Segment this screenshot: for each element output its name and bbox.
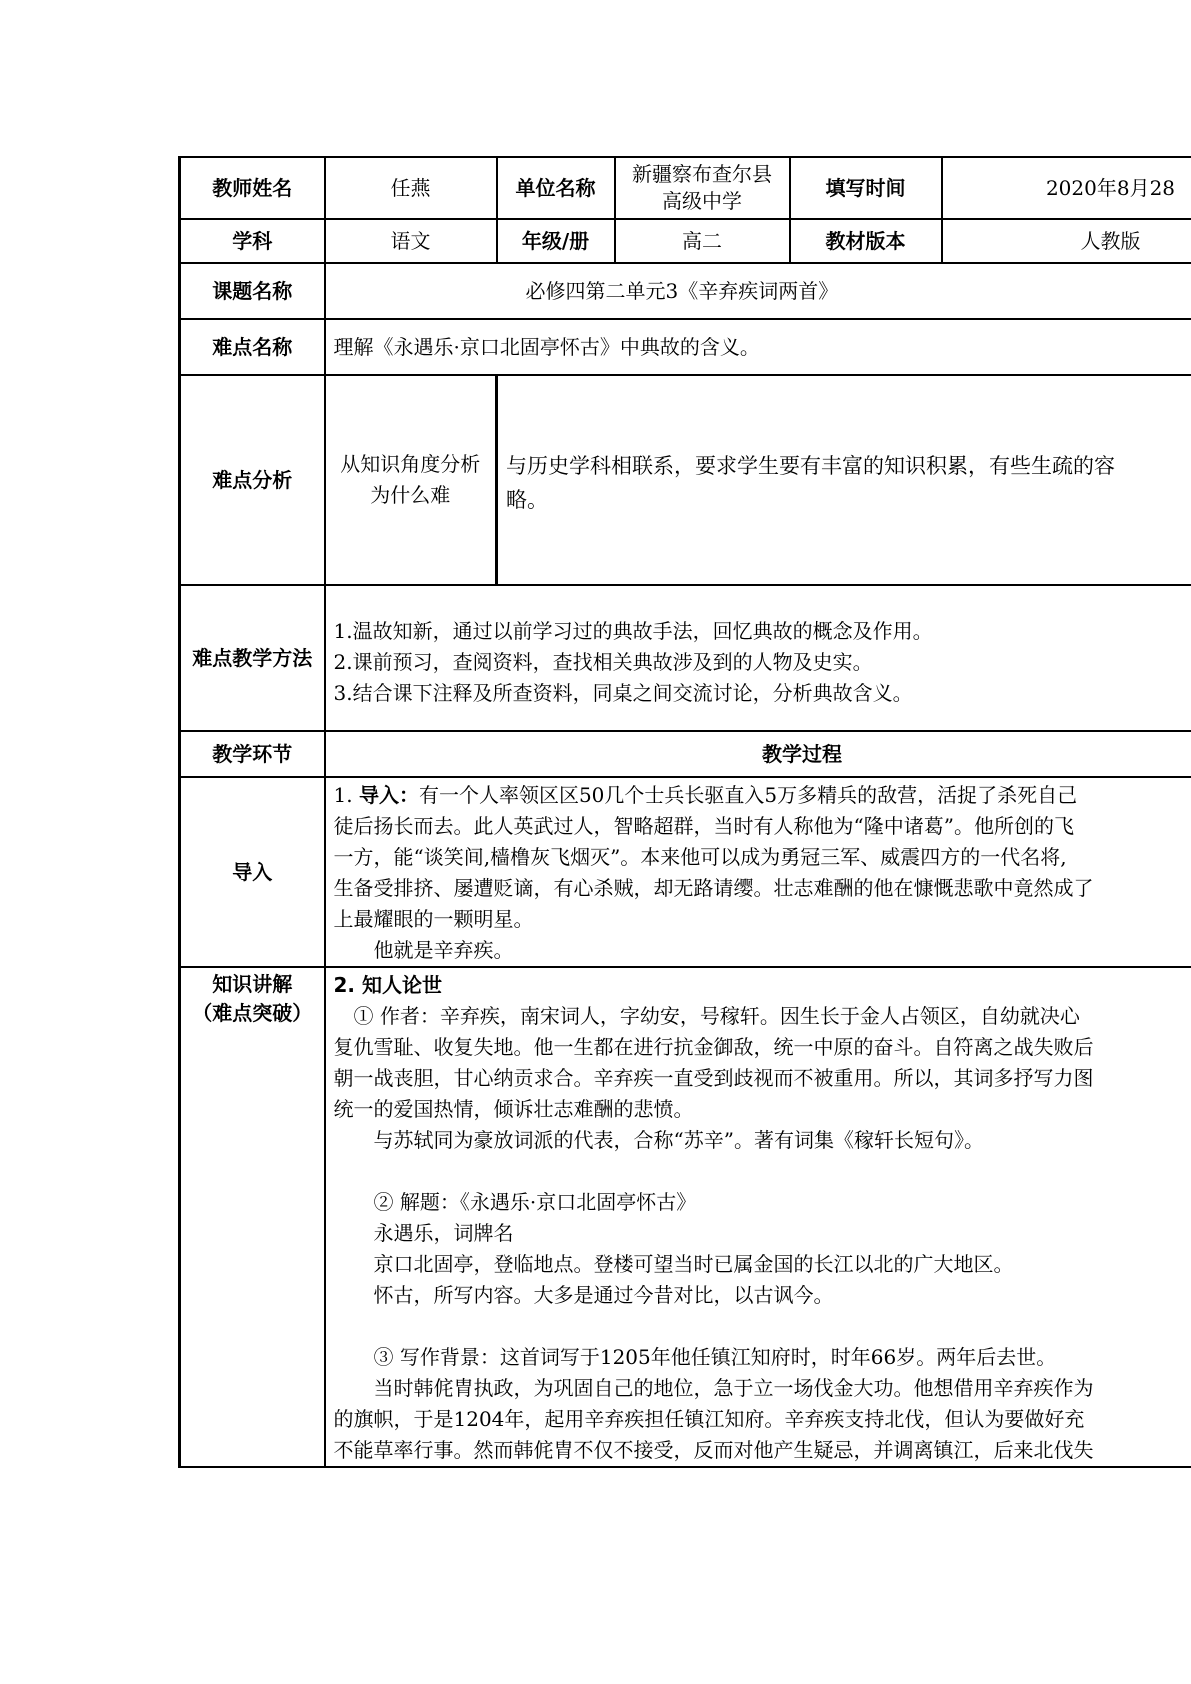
author-closing: 与苏轼同为豪放词派的代表，合称“苏辛”。著有词集《稼轩长短句》。	[373, 1128, 984, 1152]
analysis-sub-label-line2: 为什么难	[370, 483, 451, 507]
lesson-plan-sheet	[178, 156, 1191, 1496]
knowledge-content	[325, 967, 1191, 1467]
knowledge-label	[180, 967, 325, 1467]
analysis-label: 难点分析	[180, 375, 325, 585]
difficulty-value: 理解《永遇乐·京口北固亭怀古》中典故的含义。	[325, 319, 1191, 375]
analysis-sub-label-line1: 从知识角度分析	[340, 452, 481, 476]
knowledge-label-line1: 知识讲解	[212, 972, 293, 996]
spacer	[334, 1311, 1191, 1342]
intro-line-5: 上最耀眼的一颗明星。	[333, 907, 534, 931]
date-value: 2020年8月28	[942, 157, 1191, 219]
background-line-3: 的旗帜，于是1204年，起用辛弃疾担任镇江知府。辛弃疾支持北伐，但认为要做好充	[333, 1407, 1085, 1431]
title-line-3: 京口北固亭，登临地点。登楼可望当时已属金国的长江以北的广大地区。	[373, 1252, 1014, 1276]
method-item-2: 2.课前预习，查阅资料，查找相关典故涉及到的人物及史实。	[333, 649, 873, 674]
intro-closing: 他就是辛弃疾。	[373, 938, 514, 962]
method-item-3: 3.结合课下注释及所查资料，同桌之间交流讨论，分析典故含义。	[333, 680, 913, 705]
topic-value	[325, 263, 1191, 319]
knowledge-label-line2: （难点突破）	[192, 1001, 313, 1025]
grade-value: 高二	[615, 219, 790, 263]
intro-line-3: 一方，能“谈笑间,樯橹灰飞烟灭”。本来他可以成为勇冠三军、威震四方的一代名将,	[333, 845, 1067, 869]
methods-label: 难点教学方法	[180, 585, 325, 731]
intro-bold-label: 导入：	[358, 783, 419, 807]
unit-value-line1: 新疆察布查尔县	[632, 162, 772, 186]
analysis-text	[497, 375, 1191, 585]
intro-line1-text: 有一个人率领区区50几个士兵长驱直入5万多精兵的敌营，活捉了杀死自己	[418, 783, 1078, 807]
subject-value: 语文	[325, 219, 497, 263]
process-header-value: 教学过程	[325, 731, 1191, 777]
topic-label: 课题名称	[180, 263, 325, 319]
author-line-4: 统一的爱国热情，倾诉壮志难酬的悲愤。	[333, 1097, 694, 1121]
difficulty-label: 难点名称	[180, 319, 325, 375]
intro-label: 导入	[180, 777, 325, 967]
body-table	[178, 262, 1191, 1468]
unit-value	[615, 157, 790, 219]
unit-value-line2: 高级中学	[662, 189, 742, 213]
intro-line-4: 生备受排挤、屡遭贬谪，有心杀贼，却无路请缨。壮志难酬的他在慷慨悲歌中竟然成了	[333, 876, 1094, 900]
process-header-label: 教学环节	[180, 731, 325, 777]
author-line-1: ① 作者：辛弃疾，南宋词人，字幼安，号稼轩。因生长于金人占领区，自幼就决心	[353, 1004, 1080, 1028]
title-line-4: 怀古，所写内容。大多是通过今昔对比，以古讽今。	[373, 1283, 834, 1307]
intro-line-1	[334, 780, 1191, 811]
methods-list	[325, 585, 1191, 731]
intro-line-2: 徒后扬长而去。此人英武过人，智略超群，当时有人称他为“隆中诸葛”。他所创的飞	[333, 814, 1074, 838]
unit-label: 单位名称	[497, 157, 615, 219]
title-line-1: ② 解题：《永遇乐·京口北固亭怀古》	[373, 1190, 697, 1214]
analysis-sub-label	[325, 375, 497, 585]
author-line-2: 复仇雪耻、收复失地。他一生都在进行抗金御敌，统一中原的奋斗。自符离之战失败后	[333, 1035, 1094, 1059]
background-line-4: 不能草率行事。然而韩侂胄不仅不接受，反而对他产生疑忌，并调离镇江，后来北伐失	[333, 1438, 1094, 1462]
intro-content	[325, 777, 1191, 967]
date-label: 填写时间	[790, 157, 942, 219]
teacher-label: 教师姓名	[180, 157, 325, 219]
analysis-text-line1: 与历史学科相联系，要求学生要有丰富的知识积累，有些生疏的容	[506, 454, 1115, 478]
title-line-2: 永遇乐，词牌名	[373, 1221, 514, 1245]
teacher-value: 任燕	[325, 157, 497, 219]
author-line-3: 朝一战丧胆，甘心纳贡求合。辛弃疾一直受到歧视而不被重用。所以，其词多抒写力图	[333, 1066, 1094, 1090]
intro-prefix: 1.	[333, 783, 359, 807]
grade-label: 年级/册	[497, 219, 615, 263]
analysis-text-line2: 略。	[506, 488, 548, 512]
topic-text: 必修四第二单元3《辛弃疾词两首》	[525, 278, 839, 303]
subject-label: 学科	[180, 219, 325, 263]
header-table	[178, 156, 1191, 264]
method-item-1: 1.温故知新，通过以前学习过的典故手法，回忆典故的概念及作用。	[333, 618, 933, 643]
background-line-1: ③ 写作背景：这首词写于1205年他任镇江知府时，时年66岁。两年后去世。	[373, 1345, 1057, 1369]
background-line-2: 当时韩侂胄执政，为巩固自己的地位，急于立一场伐金大功。他想借用辛弃疾作为	[373, 1376, 1094, 1400]
edition-label: 教材版本	[790, 219, 942, 263]
spacer	[334, 1156, 1191, 1187]
knowledge-heading: 2. 知人论世	[333, 973, 442, 997]
edition-value: 人教版	[942, 219, 1191, 263]
